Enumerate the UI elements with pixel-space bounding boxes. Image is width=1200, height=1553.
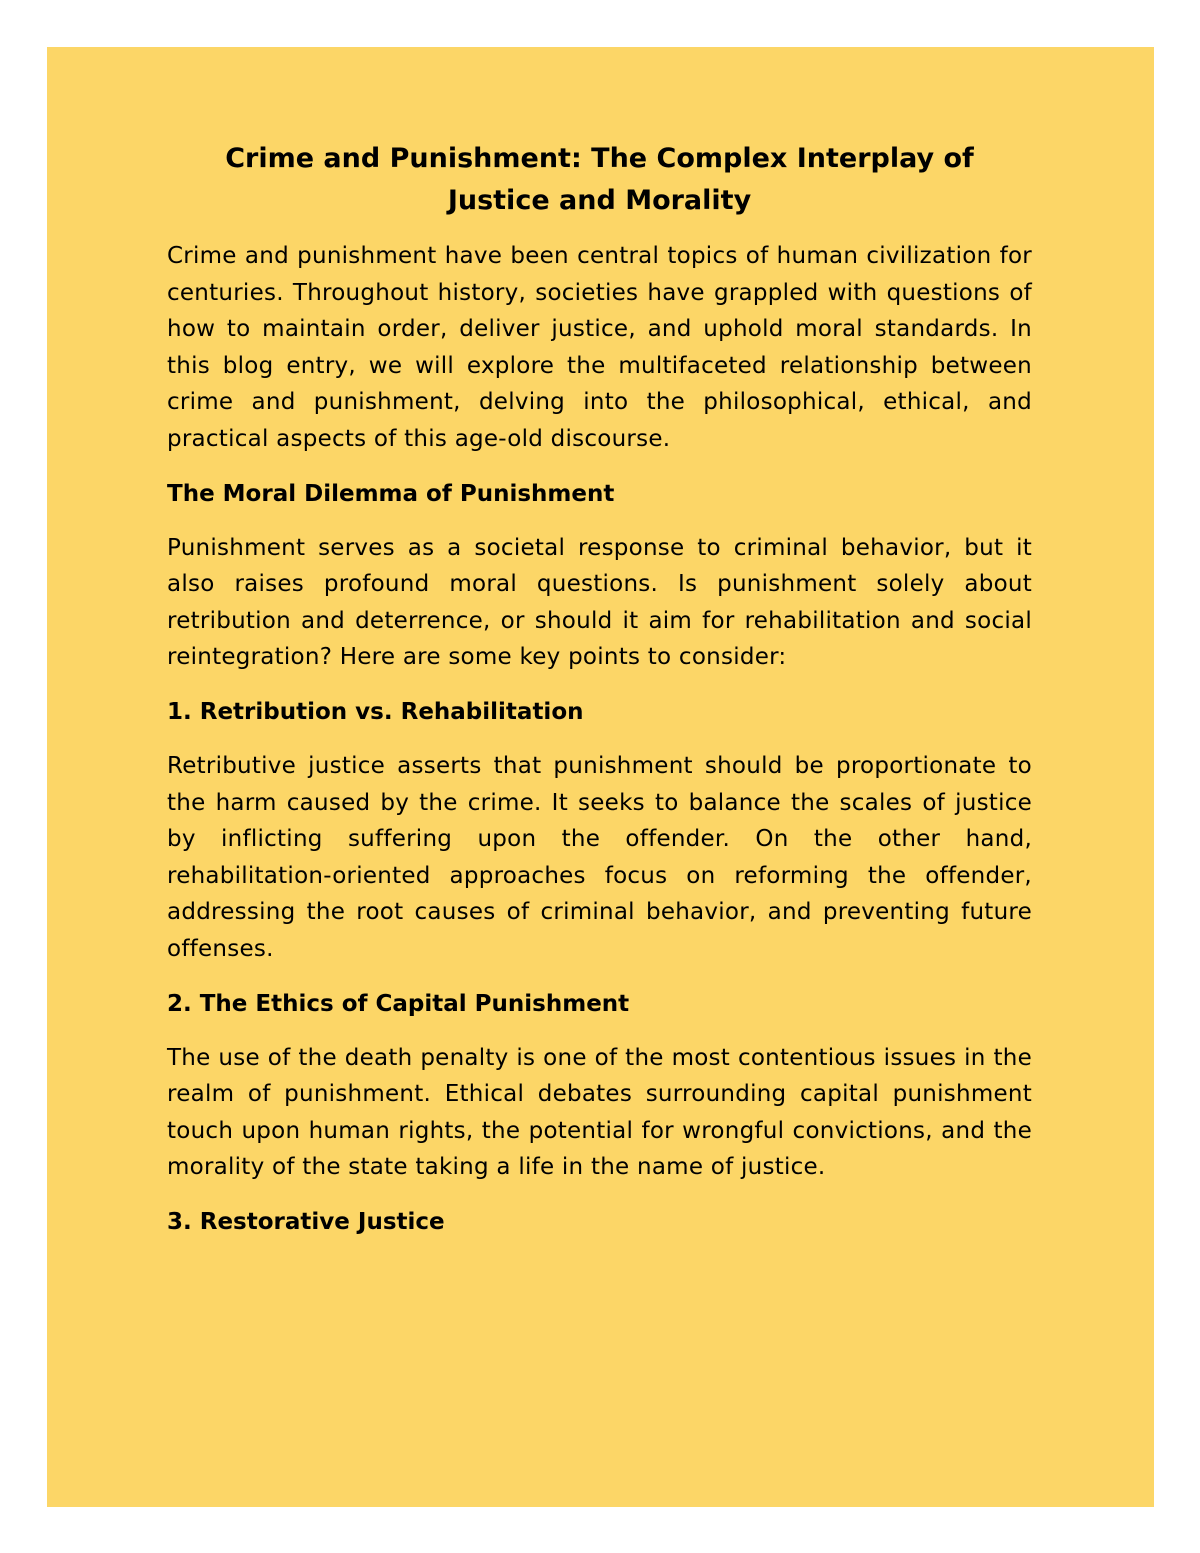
- intro-paragraph: Crime and punishment have been central topics of human civilization for centuries. Throughout history, societies have grappled with questions of how to maintain order, deliver justice, and uphold moral standards. In this blog entry, we will explore the multifaceted relationship between crime and punishment, delving into the philosophical, ethical, and practical aspects of this age-old discourse.: [167, 243, 1032, 452]
- document-title: Crime and Punishment: The Complex Interplay of Justice and Morality: [225, 143, 974, 216]
- retribution-paragraph: Retributive justice asserts that punishment should be proportionate to the harm caused by the crime. It seeks to balance the scales of justice by inflicting suffering upon the offender. On the other hand, rehabilitation-oriented approaches focus on reforming the offender, addressing the root causes of criminal behavior, and preventing future offenses.: [167, 752, 1032, 962]
- document-body: [167, 138, 1032, 1238]
- point-heading-retribution: 1. Retribution vs. Rehabilitation: [167, 698, 584, 725]
- point-heading-capital-punishment: 2. The Ethics of Capital Punishment: [167, 990, 630, 1017]
- section-heading-moral-dilemma: The Moral Dilemma of Punishment: [167, 480, 615, 507]
- moral-dilemma-paragraph: Punishment serves as a societal response to criminal behavior, but it also raises profound moral questions. Is punishment solely about retribution and deterrence, or should it aim for rehabilitation and social reintegration? Here are some key points to consider:: [167, 534, 1032, 671]
- capital-punishment-paragraph: The use of the death penalty is one of the most contentious issues in the realm of punishment. Ethical debates surrounding capital punishment touch upon human rights, the potential for wrongful convictions, and the morality of the state taking a life in the name of justice.: [167, 1044, 1032, 1181]
- point-heading-restorative-justice: 3. Restorative Justice: [167, 1208, 445, 1235]
